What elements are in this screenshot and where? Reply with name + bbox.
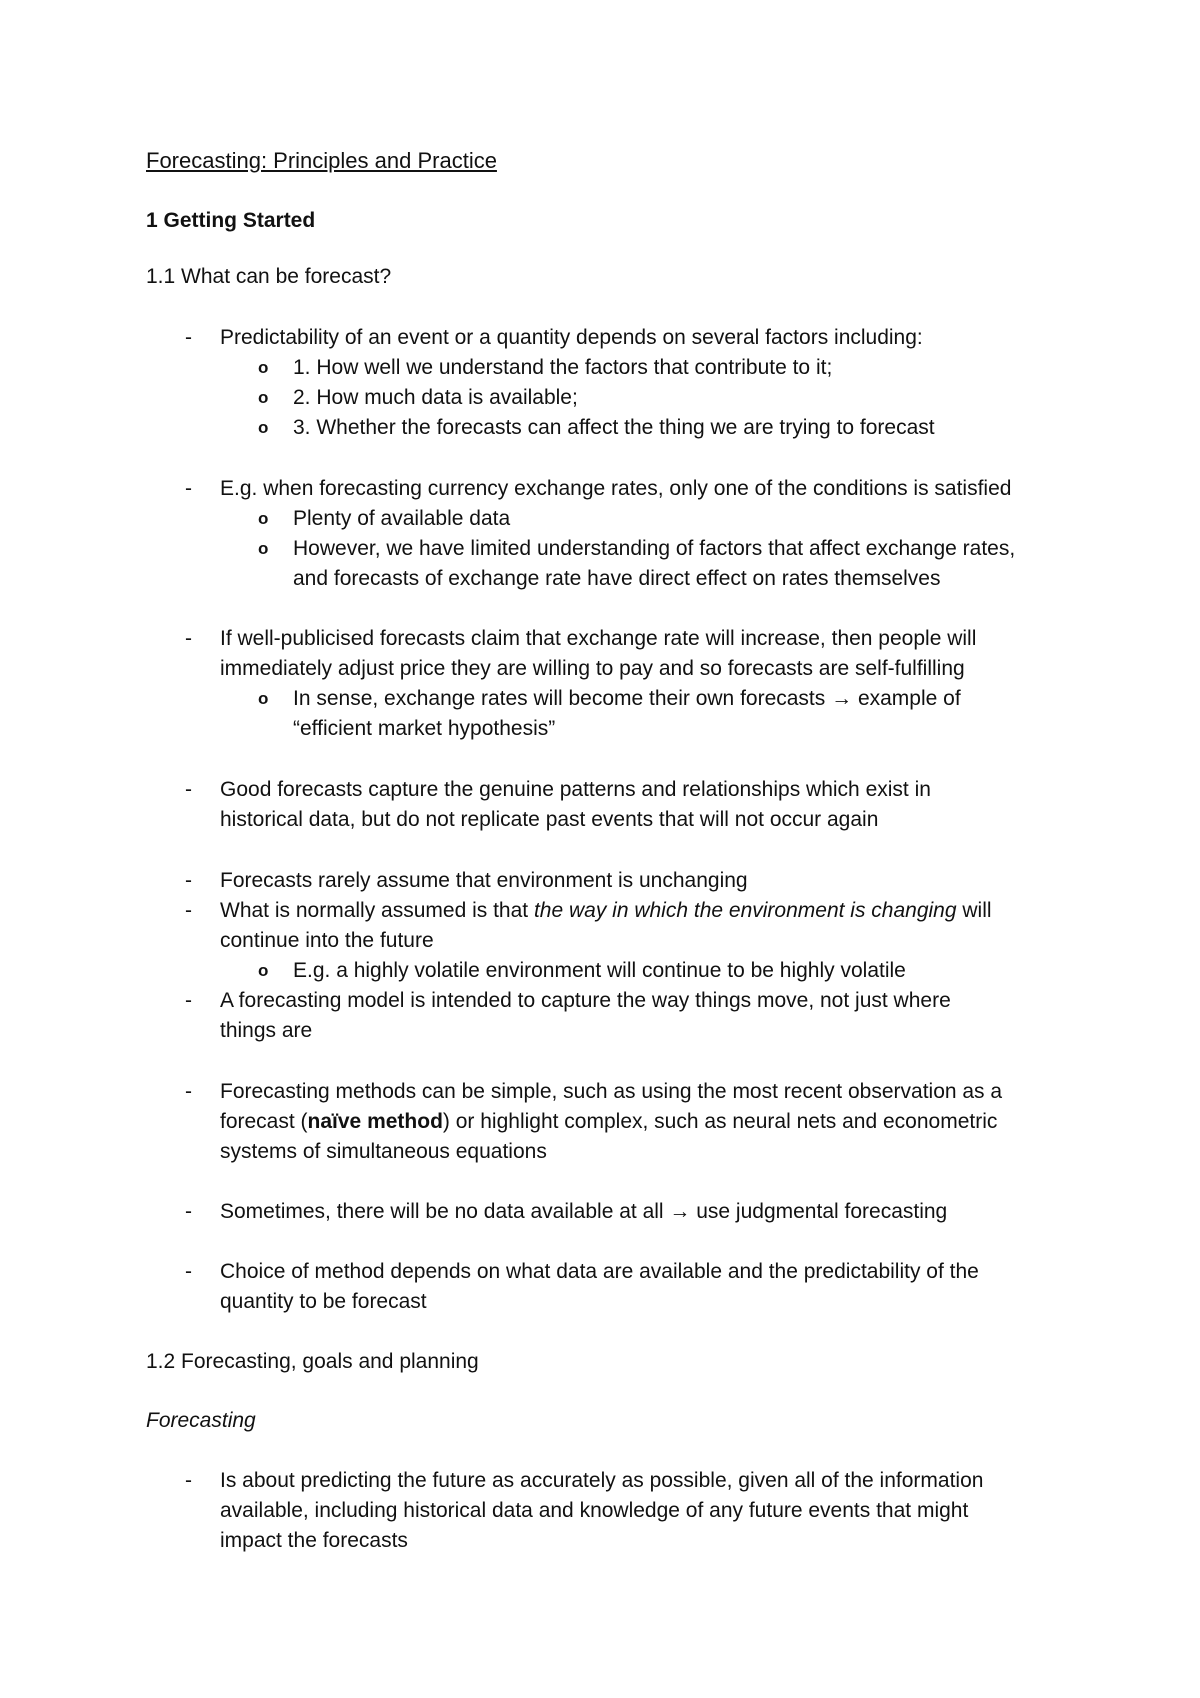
bold-emphasis: naïve method bbox=[307, 1110, 443, 1133]
italic-emphasis: the way in which the environment is changing bbox=[533, 899, 957, 922]
sub-list-item-text: 1. How well we understand the factors that contribute to it; bbox=[293, 356, 833, 379]
list-item-text: continue into the future bbox=[220, 929, 434, 952]
circle-bullet-icon: o bbox=[258, 689, 269, 708]
dash-bullet: - bbox=[185, 869, 192, 892]
list-item-text: A forecasting model is intended to capture the way things move, not just where bbox=[220, 989, 951, 1012]
section-heading-getting-started: 1 Getting Started bbox=[146, 209, 316, 232]
list-item-text: Predictability of an event or a quantity depends on several factors including: bbox=[220, 326, 923, 349]
circle-bullet-icon: o bbox=[258, 418, 269, 437]
list-item-text: historical data, but do not replicate past events that will not occur again bbox=[220, 808, 879, 831]
list-item-text: Forecasting methods can be simple, such as using the most recent observation as a bbox=[220, 1080, 1003, 1103]
list-item-text: If well-publicised forecasts claim that exchange rate will increase, then people will bbox=[220, 627, 977, 650]
list-item-text: Forecasts rarely assume that environment is unchanging bbox=[220, 869, 748, 892]
subheading-forecasting: Forecasting bbox=[146, 1409, 256, 1432]
dash-bullet: - bbox=[185, 1260, 192, 1283]
list-item-text: impact the forecasts bbox=[220, 1529, 408, 1552]
dash-bullet: - bbox=[185, 778, 192, 801]
circle-bullet-icon: o bbox=[258, 388, 269, 407]
list-item-text: systems of simultaneous equations bbox=[220, 1140, 547, 1163]
sub-list-item-text: In sense, exchange rates will become their own forecasts → example of bbox=[293, 687, 961, 710]
list-item-text: forecast (naïve method) or highlight complex, such as neural nets and econometric bbox=[220, 1110, 998, 1133]
list-item-text: quantity to be forecast bbox=[220, 1290, 427, 1313]
dash-bullet: - bbox=[185, 627, 192, 650]
list-item-text: Sometimes, there will be no data available at all → use judgmental forecasting bbox=[220, 1200, 948, 1223]
document-title: Forecasting: Principles and Practice bbox=[146, 148, 497, 173]
section-heading-1-1: 1.1 What can be forecast? bbox=[146, 265, 392, 288]
sub-list-item-text: 2. How much data is available; bbox=[293, 386, 578, 409]
circle-bullet-icon: o bbox=[258, 961, 269, 980]
dash-bullet: - bbox=[185, 899, 192, 922]
list-item-text: What is normally assumed is that the way in which the environment is changing will bbox=[220, 899, 992, 922]
dash-bullet: - bbox=[185, 989, 192, 1012]
circle-bullet-icon: o bbox=[258, 539, 269, 558]
list-item-text: Is about predicting the future as accurately as possible, given all of the information bbox=[220, 1469, 984, 1492]
section-heading-1-2: 1.2 Forecasting, goals and planning bbox=[146, 1350, 479, 1373]
dash-bullet: - bbox=[185, 1469, 192, 1492]
dash-bullet: - bbox=[185, 477, 192, 500]
sub-list-item-text: E.g. a highly volatile environment will continue to be highly volatile bbox=[293, 959, 906, 982]
list-item-text: Good forecasts capture the genuine patterns and relationships which exist in bbox=[220, 778, 931, 801]
sub-list-item-text: Plenty of available data bbox=[293, 507, 511, 530]
list-item-text: E.g. when forecasting currency exchange rates, only one of the conditions is satisfied bbox=[220, 477, 1012, 500]
sub-list-item-text: and forecasts of exchange rate have direct effect on rates themselves bbox=[293, 567, 941, 590]
sub-list-item-text: “efficient market hypothesis” bbox=[293, 717, 556, 740]
sub-list-item-text: However, we have limited understanding of factors that affect exchange rates, bbox=[293, 537, 1016, 560]
circle-bullet-icon: o bbox=[258, 358, 269, 377]
circle-bullet-icon: o bbox=[258, 509, 269, 528]
dash-bullet: - bbox=[185, 1080, 192, 1103]
list-item-text: things are bbox=[220, 1019, 313, 1042]
dash-bullet: - bbox=[185, 1200, 192, 1223]
list-item-text: immediately adjust price they are willing to pay and so forecasts are self-fulfilling bbox=[220, 657, 965, 680]
list-item-text: Choice of method depends on what data are available and the predictability of the bbox=[220, 1260, 979, 1283]
sub-list-item-text: 3. Whether the forecasts can affect the thing we are trying to forecast bbox=[293, 416, 935, 439]
dash-bullet: - bbox=[185, 326, 192, 349]
list-item-text: available, including historical data and knowledge of any future events that might bbox=[220, 1499, 969, 1522]
